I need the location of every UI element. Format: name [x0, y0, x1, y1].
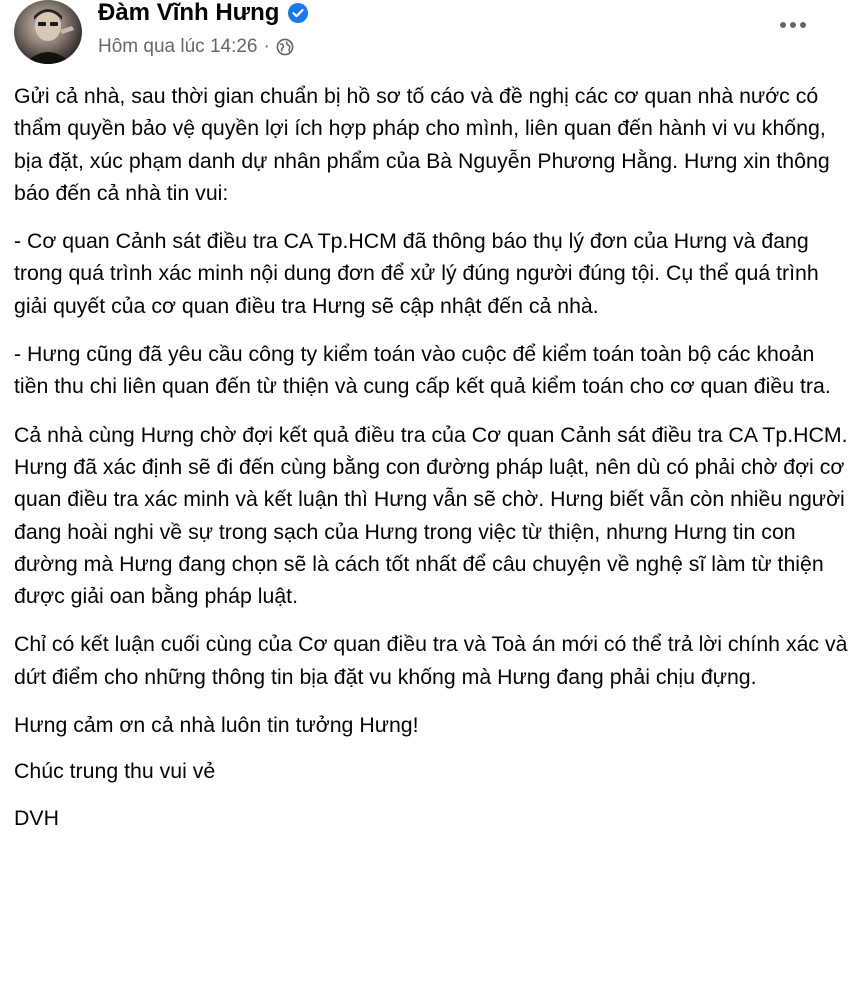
more-options-button[interactable] [772, 10, 814, 40]
post-body [14, 80, 854, 848]
post-paragraph-2: - Cơ quan Cảnh sát điều tra CA Tp.HCM đã thông báo thụ lý đơn của Hưng và đang trong quá trình xác minh nội dung đơn để xử lý đúng người đúng tội. Cụ thể quá trình giải quyết của cơ quan điều tra Hưng sẽ cập nhật đến cả nhà. [14, 229, 819, 318]
post-paragraph-6: Hưng cảm ơn cả nhà luôn tin tưởng Hưng! [14, 713, 419, 738]
verified-badge-icon [287, 2, 309, 24]
author-row [98, 0, 309, 30]
post-paragraph-3: - Hưng cũng đã yêu cầu công ty kiểm toán vào cuộc để kiểm toán toàn bộ các khoản tiền thu chi liên quan đến từ thiện và cung cấp kết quả kiểm toán cho cơ quan điều tra. [14, 342, 831, 399]
post-paragraph-5: Chỉ có kết luận cuối cùng của Cơ quan điều tra và Toà án mới có thể trả lời chính xác và dứt điểm cho những thông tin bịa đặt vu khống mà Hưng đang phải chịu đựng. [14, 632, 848, 689]
post-meta [98, 34, 294, 60]
avatar-photo-icon [14, 0, 82, 64]
post-timestamp[interactable]: Hôm qua lúc 14:26 [98, 36, 258, 57]
globe-icon[interactable] [276, 38, 294, 56]
more-dots-icon [778, 21, 808, 29]
post-paragraph-1: Gửi cả nhà, sau thời gian chuẩn bị hồ sơ tố cáo và đề nghị các cơ quan nhà nước có thẩm quyền bảo vệ quyền lợi ích hợp pháp cho mình, liên quan đến hành vi vu khống, bịa đặt, xúc phạm danh dự nhân phẩm của Bà Nguyễn Phương Hằng. Hưng xin thông báo đến cả nhà tin vui: [14, 84, 830, 205]
post-paragraph-7: Chúc trung thu vui vẻ [14, 759, 216, 784]
author-avatar[interactable] [14, 0, 82, 64]
post-signature: DVH [14, 805, 59, 830]
meta-separator: · [263, 36, 270, 57]
author-name[interactable]: Đàm Vĩnh Hưng [98, 0, 280, 26]
post-paragraph-4: Cả nhà cùng Hưng chờ đợi kết quả điều tra của Cơ quan Cảnh sát điều tra CA Tp.HCM. Hưng đã xác định sẽ đi đến cùng bằng con đường pháp luật, nên dù có phải chờ đợi cơ quan điều tra xác minh và kết luận thì Hưng vẫn sẽ chờ. Hưng biết vẫn còn nhiều người đang hoài nghi về sự trong sạch của Hưng trong việc từ thiện, nhưng Hưng tin con đường mà Hưng đang chọn sẽ là cách tốt nhất để câu chuyện về nghệ sĩ làm từ thiện được giải oan bằng pháp luật. [14, 422, 848, 609]
